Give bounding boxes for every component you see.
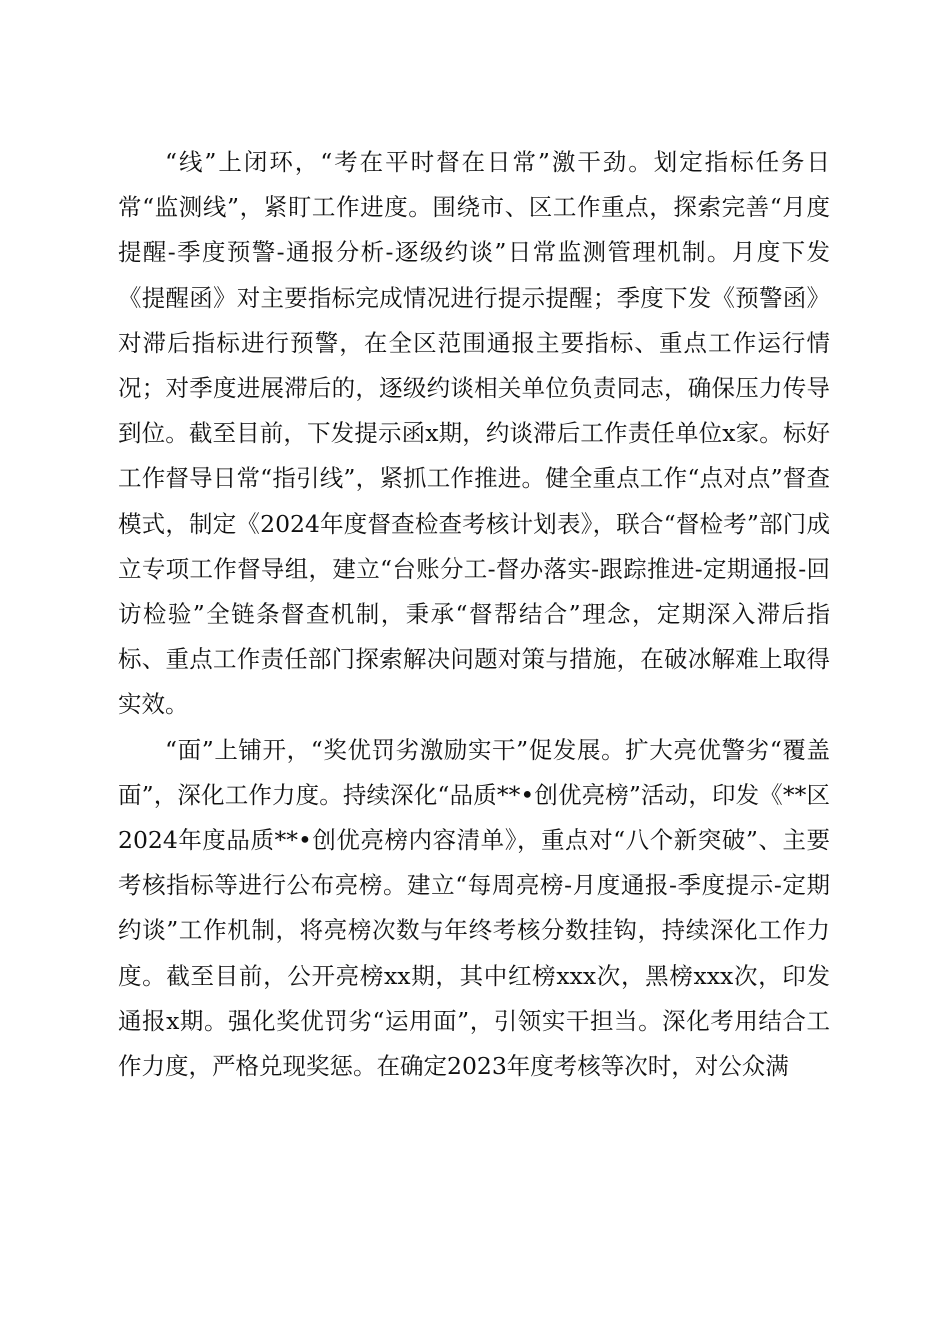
document-body: [118, 140, 830, 1089]
paragraph-surface-rollout: “面”上铺开，“奖优罚劣激励实干”促发展。扩大亮优警劣“覆盖面”，深化工作力度。持续深化“品质**•创优亮榜”活动，印发《**区2024年度品质**•创优亮榜内容清单》，重点对“八个新突破”、主要考核指标等进行公布亮榜。建立“每周亮榜-月度通报-季度提示-定期约谈”工作机制，将亮榜次数与年终考核分数挂钩，持续深化工作力度。截至目前，公开亮榜xx期，其中红榜xxx次，黑榜xxx次，印发通报x期。强化奖优罚劣“运用面”，引领实干担当。深化考用结合工作力度，严格兑现奖惩。在确定2023年度考核等次时，对公众满: [118, 735, 830, 1081]
paragraph-line-closed-loop: “线”上闭环，“考在平时督在日常”激干劲。划定指标任务日常“监测线”，紧盯工作进度。围绕市、区工作重点，探索完善“月度提醒-季度预警-通报分析-逐级约谈”日常监测管理机制。月度下发《提醒函》对主要指标完成情况进行提示提醒；季度下发《预警函》对滞后指标进行预警，在全区范围通报主要指标、重点工作运行情况；对季度进展滞后的，逐级约谈相关单位负责同志，确保压力传导到位。截至目前，下发提示函x期，约谈滞后工作责任单位x家。标好工作督导日常“指引线”，紧抓工作推进。健全重点工作“点对点”督查模式，制定《2024年度督查检查考核计划表》，联合“督检考”部门成立专项工作督导组，建立“台账分工-督办落实-跟踪推进-定期通报-回访检验”全链条督查机制，秉承“督帮结合”理念，定期深入滞后指标、重点工作责任部门探索解决问题对策与措施，在破冰解难上取得实效。: [118, 148, 830, 719]
